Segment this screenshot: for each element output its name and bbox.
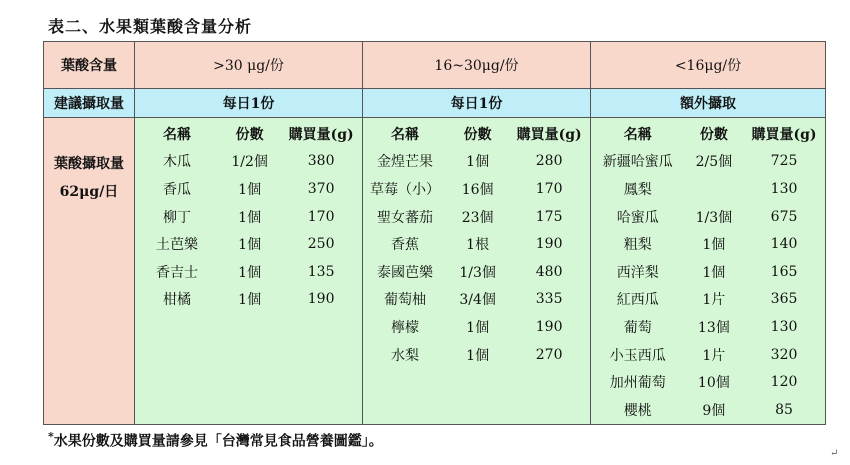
table-row <box>135 175 362 203</box>
recommend-col-low: 額外攝取 <box>591 89 826 118</box>
group-table <box>363 120 590 368</box>
table-row <box>591 230 825 258</box>
subheader-name: 名稱 <box>390 126 419 143</box>
group-cell-mid <box>363 118 591 425</box>
folate-table <box>43 41 825 419</box>
fruit-weight: 270 <box>535 346 563 363</box>
fruit-portion: 1個 <box>466 347 490 364</box>
fruit-weight: 335 <box>535 291 563 308</box>
fruit-name: 檸檬 <box>390 319 419 336</box>
header-row <box>44 42 826 89</box>
table-row <box>135 286 362 314</box>
fruit-portion: 10個 <box>697 375 730 392</box>
paragraph-mark-icon: ↵ <box>830 448 839 459</box>
subheader-name: 名稱 <box>623 126 652 143</box>
fruit-name: 葡萄柚 <box>383 292 426 309</box>
fruit-portion: 3/4個 <box>459 292 496 309</box>
fruit-portion: 16個 <box>461 181 494 198</box>
subheader-name: 名稱 <box>162 126 191 143</box>
fruit-name: 金煌芒果 <box>376 154 433 171</box>
fruit-portion: 1個 <box>466 154 490 171</box>
footnote-mark: * <box>48 430 54 443</box>
fruit-weight: 170 <box>307 208 335 225</box>
fruit-portion: 1個 <box>238 237 262 254</box>
table-row <box>363 175 590 203</box>
table-row <box>135 230 362 258</box>
table-row <box>591 148 825 176</box>
fruit-portion: 23個 <box>461 209 494 226</box>
table-row <box>363 341 590 369</box>
fruit-name: 鳳梨 <box>623 181 652 198</box>
fruit-weight: 120 <box>770 374 798 391</box>
fruit-portion: 1/3個 <box>695 209 733 226</box>
group-table <box>591 120 825 424</box>
subheader-weight: 購買量(g) <box>516 126 582 143</box>
intake-line1: 葉酸攝取量 <box>54 156 124 172</box>
fruit-name: 葡萄 <box>623 319 652 336</box>
fruit-weight: 170 <box>535 180 563 197</box>
group-cell-high <box>135 118 363 425</box>
fruit-weight: 250 <box>307 236 335 253</box>
fruit-weight: 190 <box>535 236 563 253</box>
header-label: 葉酸含量 <box>44 42 135 89</box>
fruit-portion: 1片 <box>702 292 726 309</box>
fruit-name: 水梨 <box>390 347 419 364</box>
subheader-portion: 份數 <box>699 126 728 143</box>
fruit-portion: 1/2個 <box>231 154 268 171</box>
table-row <box>363 148 590 176</box>
fruit-name: 草莓（小） <box>369 181 440 198</box>
fruit-weight: 380 <box>307 153 335 170</box>
table-row <box>363 230 590 258</box>
subheader-portion: 份數 <box>235 126 264 143</box>
table-row <box>363 286 590 314</box>
fruit-portion: 1個 <box>238 209 262 226</box>
recommend-label: 建議攝取量 <box>44 89 135 118</box>
fruit-portion: 1個 <box>702 264 726 281</box>
footnote <box>48 430 383 451</box>
table-row <box>591 341 825 369</box>
footnote-text: 水果份數及購買量請參見「台灣常見食品營養圖鑑」。 <box>53 433 383 450</box>
subheader-portion: 份數 <box>463 126 492 143</box>
table-row <box>135 258 362 286</box>
subheader-row <box>135 120 362 148</box>
header-col-mid: 16~30μg/份 <box>363 42 591 89</box>
fruit-portion: 1個 <box>238 292 262 309</box>
header-col-high: >30 μg/份 <box>135 42 363 89</box>
fruit-name: 柳丁 <box>162 209 191 226</box>
fruit-portion: 1根 <box>466 237 490 254</box>
fruit-name: 粗梨 <box>623 237 652 254</box>
recommend-col-mid: 每日1份 <box>363 89 591 118</box>
fruit-weight: 725 <box>770 153 798 170</box>
subheader-row <box>591 120 825 148</box>
intake-line2: 62μg/日 <box>59 184 119 200</box>
fruit-weight: 190 <box>535 318 563 335</box>
table-title: 表二、水果類葉酸含量分析 <box>48 17 253 36</box>
fruit-portion: 1片 <box>702 347 726 364</box>
fruit-name: 紅西瓜 <box>616 292 659 309</box>
fruit-name: 泰國芭樂 <box>376 264 433 281</box>
table-row <box>591 203 825 231</box>
group-cell-low <box>591 118 826 425</box>
fruit-portion <box>685 175 744 203</box>
recommend-row <box>44 89 826 118</box>
fruit-name: 香吉士 <box>155 264 198 281</box>
fruit-name: 柑橘 <box>162 292 191 309</box>
table-row <box>363 203 590 231</box>
fruit-portion: 9個 <box>702 402 726 419</box>
fruit-portion: 1個 <box>466 319 490 336</box>
fruit-name: 香蕉 <box>390 237 419 254</box>
group-table <box>135 120 362 313</box>
table-row <box>363 313 590 341</box>
fruit-name: 香瓜 <box>162 181 191 198</box>
recommend-col-high: 每日1份 <box>135 89 363 118</box>
fruit-weight: 370 <box>307 180 335 197</box>
fruit-name: 土芭樂 <box>155 237 198 254</box>
data-row <box>44 118 826 425</box>
fruit-name: 櫻桃 <box>623 402 652 419</box>
fruit-name: 新疆哈蜜瓜 <box>602 154 673 171</box>
table-row <box>591 175 825 203</box>
table-row <box>591 396 825 424</box>
table-row <box>591 258 825 286</box>
fruit-weight: 85 <box>775 401 793 418</box>
folate-main-table <box>43 41 826 425</box>
fruit-weight: 320 <box>770 346 798 363</box>
subheader-weight: 購買量(g) <box>751 126 817 143</box>
fruit-name: 木瓜 <box>162 154 191 171</box>
fruit-name: 小玉西瓜 <box>609 347 666 364</box>
table-row <box>591 286 825 314</box>
fruit-weight: 130 <box>770 318 798 335</box>
header-col-low: <16μg/份 <box>591 42 826 89</box>
fruit-portion: 1個 <box>702 237 726 254</box>
fruit-portion: 2/5個 <box>695 154 733 171</box>
fruit-weight: 365 <box>770 291 798 308</box>
fruit-portion: 1個 <box>238 264 262 281</box>
fruit-weight: 135 <box>307 263 335 280</box>
subheader-row <box>363 120 590 148</box>
fruit-weight: 140 <box>770 236 798 253</box>
fruit-name: 西洋梨 <box>616 264 659 281</box>
fruit-weight: 130 <box>770 180 798 197</box>
table-row <box>591 368 825 396</box>
fruit-name: 加州葡萄 <box>609 375 666 392</box>
table-row <box>135 148 362 176</box>
fruit-portion: 13個 <box>697 319 730 336</box>
table-row <box>591 313 825 341</box>
fruit-portion: 1個 <box>238 181 262 198</box>
fruit-weight: 280 <box>535 153 563 170</box>
table-row <box>135 203 362 231</box>
fruit-weight: 675 <box>770 208 798 225</box>
fruit-weight: 165 <box>770 263 798 280</box>
fruit-portion: 1/3個 <box>459 264 496 281</box>
table-row <box>363 258 590 286</box>
fruit-name: 哈蜜瓜 <box>616 209 659 226</box>
subheader-weight: 購買量(g) <box>288 126 354 143</box>
fruit-weight: 480 <box>535 263 563 280</box>
fruit-name: 聖女蕃茄 <box>376 209 433 226</box>
intake-cell <box>44 118 135 425</box>
fruit-weight: 190 <box>307 291 335 308</box>
fruit-weight: 175 <box>535 208 563 225</box>
